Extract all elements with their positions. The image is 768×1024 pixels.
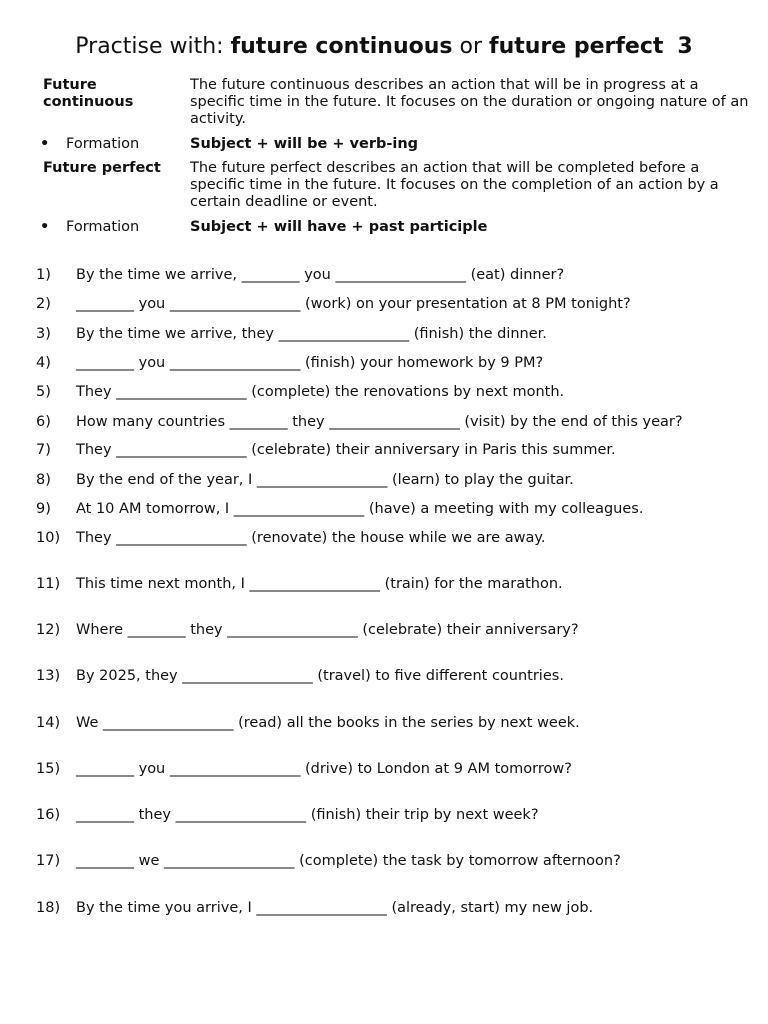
title-prefix: Practise with: (75, 34, 231, 59)
question-text: ________ we __________________ (complete) the task by tomorrow afternoon? (76, 853, 621, 869)
question-number: 15) (36, 761, 61, 777)
formation-label: Formation (66, 136, 140, 152)
question-number: 12) (36, 622, 61, 638)
question-number: 18) (36, 900, 61, 916)
question-text: They __________________ (celebrate) their anniversary in Paris this summer. (76, 442, 616, 458)
bullet-icon: • (40, 219, 50, 235)
question-text: By the end of the year, I __________________ (learn) to play the guitar. (76, 472, 574, 488)
question-number: 6) (36, 414, 51, 430)
page-title (0, 32, 768, 62)
question-number: 9) (36, 501, 51, 517)
question-number: 14) (36, 715, 61, 731)
title-number: 3 (677, 34, 693, 59)
definition-text-future-perfect: The future perfect describes an action that will be completed before a specific time in the future. It focuses on the completion of an action by a certain deadline or event. (190, 160, 719, 210)
question-text: By the time we arrive, they __________________ (finish) the dinner. (76, 326, 547, 342)
question-text: By 2025, they __________________ (travel) to five different countries. (76, 668, 564, 684)
question-text: ________ you __________________ (finish) your homework by 9 PM? (76, 355, 544, 371)
question-number: 5) (36, 384, 51, 400)
question-text: By the time we arrive, ________ you __________________ (eat) dinner? (76, 267, 565, 283)
question-text: Where ________ they __________________ (celebrate) their anniversary? (76, 622, 579, 638)
question-number: 7) (36, 442, 51, 458)
formation-row-future-continuous (40, 136, 139, 153)
title-connector: or (452, 34, 489, 59)
title-term-future-perfect: future perfect (489, 34, 664, 59)
question-number: 11) (36, 576, 61, 592)
question-number: 1) (36, 267, 51, 283)
definition-label-future-perfect: Future perfect (43, 160, 161, 176)
definition-label-future-continuous: Future continuous (43, 77, 134, 110)
formation-label: Formation (66, 219, 140, 235)
formation-row-future-perfect (40, 219, 139, 236)
question-text: At 10 AM tomorrow, I __________________ (have) a meeting with my colleagues. (76, 501, 644, 517)
formula-future-continuous: Subject + will be + verb-ing (190, 136, 419, 152)
question-number: 2) (36, 296, 51, 312)
question-number: 8) (36, 472, 51, 488)
question-text: This time next month, I __________________ (train) for the marathon. (76, 576, 563, 592)
bullet-icon: • (40, 136, 50, 152)
question-text: By the time you arrive, I __________________ (already, start) my new job. (76, 900, 594, 916)
question-text: They __________________ (renovate) the house while we are away. (76, 530, 546, 546)
formula-future-perfect: Subject + will have + past participle (190, 219, 488, 235)
question-number: 13) (36, 668, 61, 684)
question-number: 16) (36, 807, 61, 823)
question-number: 3) (36, 326, 51, 342)
question-text: They __________________ (complete) the renovations by next month. (76, 384, 565, 400)
question-text: ________ you __________________ (work) on your presentation at 8 PM tonight? (76, 296, 631, 312)
question-number: 4) (36, 355, 51, 371)
question-text: ________ you __________________ (drive) to London at 9 AM tomorrow? (76, 761, 572, 777)
question-text: How many countries ________ they __________________ (visit) by the end of this year? (76, 414, 683, 430)
question-text: ________ they __________________ (finish) their trip by next week? (76, 807, 539, 823)
title-term-future-continuous: future continuous (230, 34, 453, 59)
definition-text-future-continuous: The future continuous describes an action that will be in progress at a specific time in the future. It focuses on the duration or ongoing nature of an activity. (190, 77, 749, 127)
question-number: 10) (36, 530, 61, 546)
question-text: We __________________ (read) all the books in the series by next week. (76, 715, 580, 731)
question-number: 17) (36, 853, 61, 869)
